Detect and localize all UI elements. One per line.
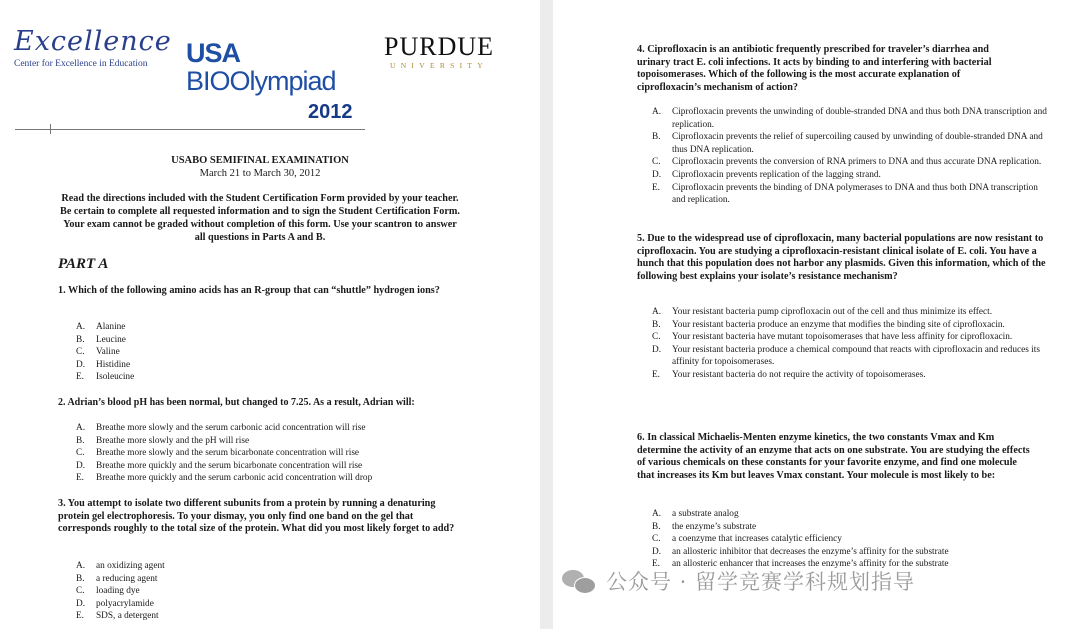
question-4-options bbox=[652, 106, 1047, 207]
option-letter: C. bbox=[652, 534, 661, 545]
option-text: an allosteric inhibitor that decreases the enzyme’s affinity for the substrate bbox=[672, 546, 949, 557]
option-text: polyacrylamide bbox=[96, 598, 154, 609]
option-item bbox=[652, 521, 1047, 534]
option-item bbox=[652, 369, 1047, 382]
option-item bbox=[652, 106, 1047, 131]
option-letter: A. bbox=[76, 322, 86, 332]
option-letter: A. bbox=[652, 509, 662, 519]
option-item bbox=[76, 435, 466, 448]
header-rule-tick bbox=[50, 124, 51, 134]
option-letter: B. bbox=[76, 334, 85, 345]
question-5-options bbox=[652, 306, 1047, 382]
option-text: Breathe more slowly and the pH will rise bbox=[96, 435, 250, 446]
purdue-logo bbox=[384, 32, 494, 70]
question-2-stem: 2. Adrian’s blood pH has been normal, but changed to 7.25. As a result, Adrian will: bbox=[58, 397, 415, 408]
option-item bbox=[652, 156, 1047, 169]
option-text: the enzyme’s substrate bbox=[672, 521, 757, 532]
option-text: Isoleucine bbox=[96, 372, 135, 383]
option-item bbox=[76, 447, 466, 460]
exam-directions: Read the directions included with the Student Certification Form provided by your teacher. Be certain to complete all requested information and to sign the Student Certification Form. Your exam cannot be graded without completion of this form. Use your scantron to answer all questions in Parts A and B. bbox=[60, 193, 460, 243]
option-text: Ciprofloxacin prevents the unwinding of double-stranded DNA and thus both DNA transcription and replication. bbox=[672, 107, 1047, 130]
question-6-stem: 6. In classical Michaelis-Menten enzyme kinetics, the two constants Vmax and Km determine the activity of an enzyme that acts on one substrate. You are studying the effects of various chemicals on these constants for your favorite enzyme, and find one molecule that increases its Km but leaves Vmax constant. Your molecule is most likely to be: bbox=[637, 432, 1030, 482]
usabo-logo bbox=[186, 38, 353, 123]
option-item bbox=[76, 573, 456, 586]
option-letter: B. bbox=[76, 573, 85, 584]
option-text: Breathe more slowly and the serum bicarbonate concentration will rise bbox=[96, 448, 360, 459]
question-2-options bbox=[76, 422, 466, 485]
option-text: SDS, a detergent bbox=[96, 611, 159, 622]
option-item bbox=[76, 610, 456, 623]
option-text: a coenzyme that increases catalytic efficiency bbox=[672, 534, 842, 545]
option-text: Your resistant bacteria have mutant topoisomerases that have less affinity for ciprofloxacin. bbox=[672, 332, 1013, 343]
option-letter: D. bbox=[652, 546, 662, 557]
option-letter: A. bbox=[652, 307, 662, 317]
option-item bbox=[652, 319, 1047, 332]
option-text: Ciprofloxacin prevents replication of the lagging strand. bbox=[672, 169, 881, 180]
option-item bbox=[76, 346, 456, 359]
option-letter: E. bbox=[76, 611, 85, 622]
option-text: Your resistant bacteria produce a chemical compound that reacts with ciprofloxacin and reduces its affinity for topoisomerases. bbox=[672, 344, 1040, 368]
option-text: Leucine bbox=[96, 334, 126, 345]
question-1-options bbox=[76, 321, 456, 384]
option-text: Breathe more quickly and the serum carbonic acid concentration will drop bbox=[96, 473, 373, 484]
option-letter: B. bbox=[76, 435, 85, 446]
question-5-stem: 5. Due to the widespread use of ciprofloxacin, many bacterial populations are now resistant to ciprofloxacin. You are studying a ciprofloxacin-resistant clinical isolate of E. coli. You have a hunch that this population does not harbor any plasmids. Given this information, which of the following best explains your isolate’s resistance mechanism? bbox=[637, 233, 1046, 283]
option-text: Breathe more quickly and the serum bicarbonate concentration will rise bbox=[96, 460, 363, 471]
option-text: loading dye bbox=[96, 586, 140, 597]
option-item bbox=[652, 306, 1047, 319]
option-item bbox=[652, 508, 1047, 521]
excellence-logo-subtitle: Center for Excellence in Education bbox=[14, 59, 148, 69]
option-item bbox=[76, 460, 466, 473]
option-letter: C. bbox=[76, 586, 85, 597]
option-text: Histidine bbox=[96, 359, 131, 370]
option-letter: E. bbox=[652, 182, 661, 193]
purdue-logo-university: UNIVERSITY bbox=[390, 61, 488, 70]
part-heading: PART A bbox=[58, 256, 109, 272]
option-letter: D. bbox=[652, 169, 662, 180]
option-item bbox=[76, 334, 456, 347]
question-6-options bbox=[652, 508, 1047, 571]
option-item bbox=[652, 131, 1047, 156]
question-1-stem: 1. Which of the following amino acids has an R-group that can “shuttle” hydrogen ions? bbox=[58, 285, 440, 296]
exam-page-right bbox=[553, 0, 1080, 629]
excellence-logo-script: Excellence bbox=[14, 26, 172, 57]
option-letter: C. bbox=[652, 157, 661, 168]
option-text: Ciprofloxacin prevents the conversion of RNA primers to DNA and thus accurate DNA replication. bbox=[672, 157, 1042, 168]
usabo-logo-year: 2012 bbox=[308, 101, 353, 123]
option-letter: C. bbox=[76, 448, 85, 459]
option-item bbox=[652, 331, 1047, 344]
option-text: Ciprofloxacin prevents the binding of DNA polymerases to DNA and thus both DNA transcription and replication. bbox=[672, 182, 1038, 206]
question-3-stem: 3. You attempt to isolate two different subunits from a protein by running a denaturing protein gel electrophoresis. To your dismay, you only find one band on the gel that corresponds roughly to the total size of the protein. What did you most likely forget to add? bbox=[58, 498, 455, 535]
option-item bbox=[652, 546, 1047, 559]
option-letter: E. bbox=[76, 473, 85, 484]
option-letter: E. bbox=[76, 372, 85, 383]
usabo-logo-line2: BIOOlympiad bbox=[186, 66, 336, 96]
option-letter: A. bbox=[652, 107, 662, 117]
option-item bbox=[652, 533, 1047, 546]
watermark-text: 公众号 · 留学竞赛学科规划指导 bbox=[606, 570, 916, 594]
usabo-logo-line1: USA bbox=[186, 38, 241, 68]
header-rule bbox=[15, 129, 365, 130]
option-letter: B. bbox=[652, 319, 661, 330]
option-item bbox=[76, 560, 456, 573]
question-3-options bbox=[76, 560, 456, 623]
option-letter: D. bbox=[76, 460, 86, 471]
option-letter: E. bbox=[652, 559, 661, 570]
option-letter: D. bbox=[652, 344, 662, 355]
excellence-logo bbox=[14, 26, 172, 69]
option-letter: D. bbox=[76, 598, 86, 609]
option-text: Ciprofloxacin prevents the relief of supercoiling caused by unwinding of double-stranded DNA and thus DNA replication. bbox=[672, 132, 1043, 155]
option-letter: B. bbox=[652, 132, 661, 143]
option-text: Breathe more slowly and the serum carbonic acid concentration will rise bbox=[96, 423, 366, 433]
watermark bbox=[562, 566, 915, 596]
option-item bbox=[76, 321, 456, 334]
option-item bbox=[652, 182, 1047, 207]
option-item bbox=[76, 585, 456, 598]
option-letter: C. bbox=[76, 347, 85, 358]
exam-dates: March 21 to March 30, 2012 bbox=[199, 168, 321, 179]
option-text: Alanine bbox=[96, 322, 126, 332]
wechat-icon bbox=[562, 568, 596, 594]
option-text: a substrate analog bbox=[672, 509, 739, 519]
question-4-stem: 4. Ciprofloxacin is an antibiotic frequently prescribed for traveler’s diarrhea and urinary tract E. coli infections. It acts by binding to and interfering with bacterial topoisomerases. Which of the following is the most accurate explanation of ciprofloxacin’s mechanism of action? bbox=[637, 44, 992, 94]
option-letter: C. bbox=[652, 332, 661, 343]
option-text: Valine bbox=[96, 347, 120, 358]
purdue-logo-name: PURDUE bbox=[384, 32, 495, 61]
option-item bbox=[652, 344, 1047, 369]
option-letter: D. bbox=[76, 359, 86, 370]
option-letter: A. bbox=[76, 561, 86, 571]
option-text: Your resistant bacteria do not require the activity of topoisomerases. bbox=[672, 369, 926, 380]
option-text: an oxidizing agent bbox=[96, 561, 165, 571]
option-item bbox=[652, 169, 1047, 182]
option-item bbox=[76, 422, 466, 435]
option-item bbox=[76, 371, 456, 384]
option-letter: A. bbox=[76, 423, 86, 433]
exam-title: USABO SEMIFINAL EXAMINATION bbox=[171, 155, 349, 166]
option-text: an allosteric enhancer that increases the enzyme’s affinity for the substrate bbox=[672, 559, 949, 570]
option-letter: E. bbox=[652, 369, 661, 380]
option-item bbox=[76, 359, 456, 372]
option-item bbox=[76, 598, 456, 611]
option-item bbox=[76, 472, 466, 485]
option-letter: B. bbox=[652, 521, 661, 532]
page-gap bbox=[540, 0, 553, 629]
option-text: Your resistant bacteria pump ciprofloxacin out of the cell and thus minimize its effect. bbox=[672, 307, 993, 317]
option-text: Your resistant bacteria produce an enzyme that modifies the binding site of ciprofloxacin. bbox=[672, 319, 1005, 330]
option-text: a reducing agent bbox=[96, 573, 158, 584]
